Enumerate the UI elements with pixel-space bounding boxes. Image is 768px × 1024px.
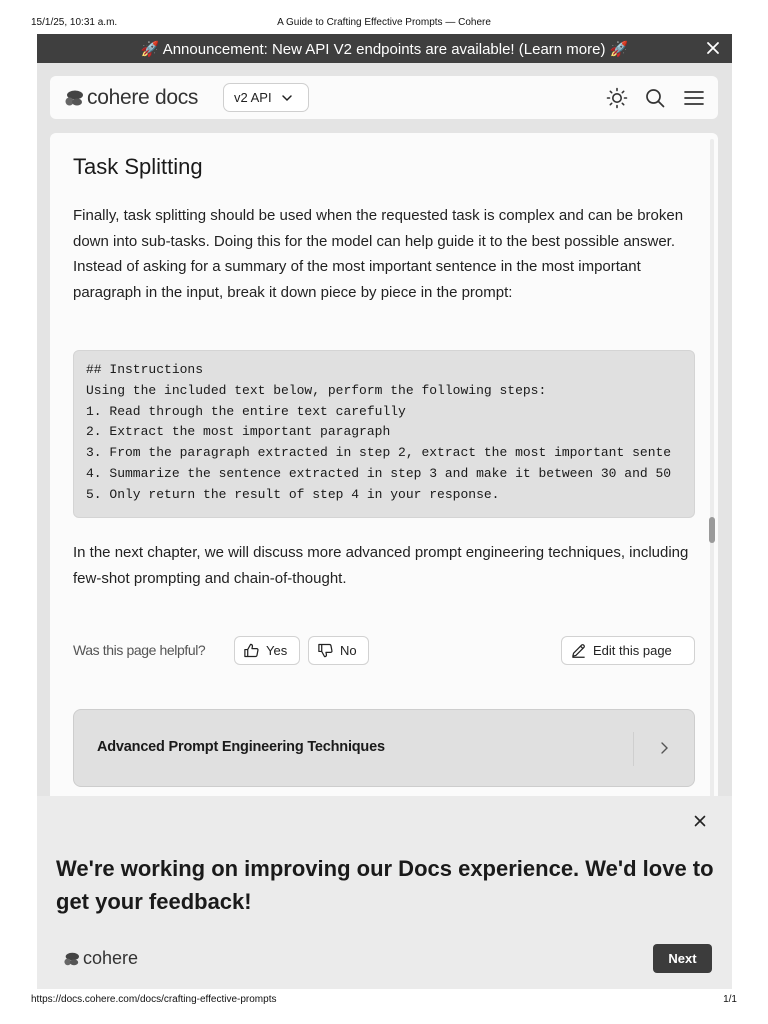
- print-url: https://docs.cohere.com/docs/crafting-effective-prompts: [31, 994, 277, 1005]
- announcement-text[interactable]: 🚀 Announcement: New API V2 endpoints are available! (Learn more) 🚀: [140, 40, 629, 58]
- yes-button[interactable]: [234, 636, 300, 665]
- section-title: Task Splitting: [73, 154, 203, 179]
- chevron-right-icon: [656, 740, 672, 756]
- code-line: ## Instructions: [86, 362, 204, 377]
- code-line: 5. Only return the result of step 4 in your response.: [86, 486, 500, 502]
- edit-label: Edit this page: [593, 643, 672, 658]
- no-label: No: [340, 643, 357, 658]
- top-navbar: [50, 76, 718, 119]
- browser-page: [37, 34, 732, 989]
- code-block[interactable]: [73, 350, 695, 518]
- pencil-icon: [570, 642, 587, 659]
- helpful-question: Was this page helpful?: [73, 642, 206, 658]
- next-page-title: Advanced Prompt Engineering Techniques: [97, 739, 385, 755]
- scrollbar-track[interactable]: [710, 139, 714, 799]
- thumbs-up-icon: [243, 642, 260, 659]
- version-label: v2 API: [234, 90, 272, 105]
- feedback-modal: [37, 796, 732, 989]
- code-line: Using the included text below, perform the following steps:: [86, 382, 547, 398]
- print-header: [0, 17, 768, 31]
- close-icon[interactable]: [692, 813, 708, 829]
- print-doc-title: A Guide to Crafting Effective Prompts — Cohere: [277, 17, 491, 28]
- chevron-down-icon: [280, 91, 294, 105]
- version-selector[interactable]: [223, 83, 309, 112]
- article-content: [50, 133, 718, 813]
- feedback-headline: We're working on improving our Docs experience. We'd love to get your feedback!: [56, 856, 714, 914]
- no-button[interactable]: [308, 636, 369, 665]
- cohere-docs-logo[interactable]: [65, 86, 198, 110]
- sun-icon[interactable]: [606, 87, 628, 109]
- thumbs-down-icon: [317, 642, 334, 659]
- card-divider: [633, 732, 634, 766]
- code-line: 4. Summarize the sentence extracted in step 3 and make it between 30 and 50: [86, 465, 672, 481]
- menu-icon[interactable]: [683, 87, 705, 109]
- modal-logo-text: cohere: [83, 948, 139, 968]
- edit-page-button[interactable]: [561, 636, 695, 665]
- next-page-card[interactable]: [73, 709, 695, 787]
- announcement-bar[interactable]: [37, 34, 732, 63]
- print-page-count: 1/1: [723, 994, 737, 1005]
- code-line: 1. Read through the entire text carefully: [86, 403, 406, 419]
- cohere-logo-icon: [64, 952, 79, 966]
- logo-text: cohere docs: [87, 86, 199, 109]
- search-icon[interactable]: [644, 87, 666, 109]
- yes-label: Yes: [266, 643, 288, 658]
- cohere-logo-icon: [65, 90, 83, 106]
- close-icon[interactable]: [704, 39, 722, 57]
- cohere-logo: [64, 948, 138, 969]
- code-line: 3. From the paragraph extracted in step 2, extract the most important sente: [86, 445, 672, 461]
- intro-paragraph: Finally, task splitting should be used when the requested task is complex and can be broken down into sub-tasks. Doing this for the model can help guide it to the best possible answer. Instead of asking for a summary of the most important sentence in the most important paragraph in the input, break it down piece by piece in the prompt:: [73, 207, 684, 302]
- scrollbar-thumb[interactable]: [709, 517, 715, 543]
- print-datetime: 15/1/25, 10:31 a.m.: [31, 17, 118, 28]
- outro-paragraph: In the next chapter, we will discuss more advanced prompt engineering techniques, including few-shot prompting and chain-of-thought.: [73, 544, 689, 587]
- code-line: 2. Extract the most important paragraph: [86, 424, 391, 440]
- next-button[interactable]: Next: [653, 944, 712, 973]
